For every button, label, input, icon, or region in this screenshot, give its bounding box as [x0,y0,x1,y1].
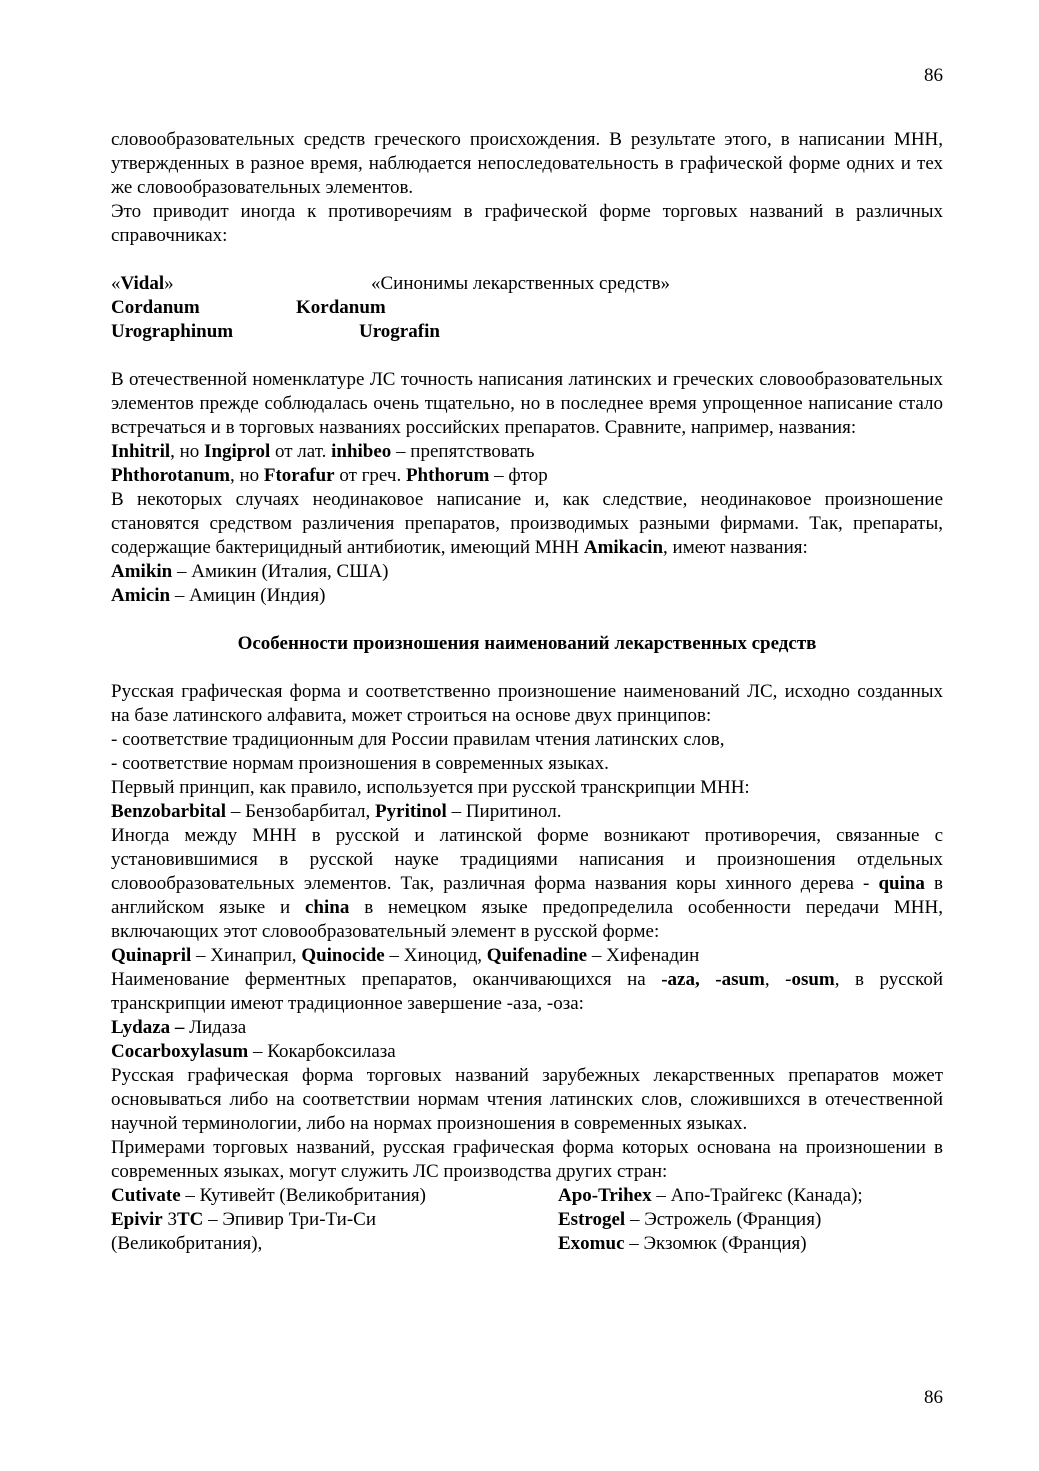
example-line: Quinapril – Хинаприл, Quinocide – Хиноцид, Quifenadine – Хифенадин [111,945,700,966]
example-line: Inhitril, но Ingiprol от лат. inhibeo – препятствовать [111,441,535,462]
compare-cell: Urografin [359,321,440,342]
paragraph: В некоторых случаях неодинаковое написание и, как следствие, неодинаковое произношение становятся средством различения препаратов, производимых разными фирмами. Так, препараты, содержащие бактерицидный антибиотик, имеющий МНН Amikacin, имеют названия: [111,489,943,558]
example-line: Amicin – Амицин (Индия) [111,585,326,606]
comparison-table [111,272,943,344]
example-line: Benzobarbital – Бензобарбитал, Pyritinol – Пиритинол. [111,801,562,822]
paragraph: Наименование ферментных препаратов, оканчивающихся на -aza, -asum, -osum, в русской транскрипции имеют традиционное завершение -аза, -оза: [111,969,943,1014]
compare-header-vidal: «Vidal» [111,273,174,294]
section-heading: Особенности произношения наименований лекарственных средств [237,633,817,654]
list-item: - соответствие традиционным для России правилам чтения латинских слов, [111,729,725,750]
paragraph: Русская графическая форма и соответственно произношение наименований ЛС, исходно созданных на базе латинского алфавита, может строиться на основе двух принципов: [111,681,943,726]
page-number-bottom: 86 [924,1387,943,1408]
compare-cell: Cordanum [111,297,200,318]
document-body [111,128,943,1256]
compare-cell: Urographinum [111,321,234,342]
paragraph: Первый принцип, как правило, используется при русской транскрипции МНН: [111,777,750,798]
compare-cell: Kordanum [296,297,386,318]
paragraph: Примерами торговых названий, русская графическая форма которых основана на произношении в современных языках, могут служить ЛС производства других стран: [111,1137,944,1182]
paragraph: словообразовательных средств греческого происхождения. В результате этого, в написании МНН, утвержденных в разное время, наблюдается непоследовательность в графической форме одних и тех же словообразовательных элементов. [111,129,944,198]
paragraph: В отечественной номенклатуре ЛС точность написания латинских и греческих словообразовательных элементов прежде соблюдалась очень тщательно, но в последнее время упрощенное написание стало встречаться и в торговых названиях российских препаратов. Сравните, например, названия: [111,369,944,438]
list-item: - соответствие нормам произношения в современных языках. [111,753,609,774]
example-line: Phthorotanum, но Ftorafur от греч. Phthorum – фтор [111,465,548,486]
example-line: Cocarboxylasum – Кокарбоксилаза [111,1041,396,1062]
example-line: Amikin – Амикин (Италия, США) [111,561,389,582]
examples-right-column: Apo-Trihex – Апо-Трайгекс (Канада); Estrogel – Эстрожель (Франция) Exomuc – Экзомюк (Франция) [558,1185,863,1254]
examples-left-column: Cutivate – Кутивейт (Великобритания) Epivir 3TC – Эпивир Три-Ти-Си (Великобритания), [111,1185,426,1254]
paragraph: Это приводит иногда к противоречиям в графической форме торговых названий в различных справочниках: [111,201,944,246]
page-number-top: 86 [924,65,943,86]
paragraph: Русская графическая форма торговых названий зарубежных лекарственных препаратов может основываться либо на соответствии нормам чтения латинских слов, сложившихся в отечественной научной терминологии, либо на нормах произношения в современных языках. [111,1065,944,1134]
example-line: Lydaza – Лидаза [111,1017,247,1038]
paragraph: Иногда между МНН в русской и латинской форме возникают противоречия, связанные с установившимися в русской науке традициями написания и произношения отдельных словообразовательных элементов. Так, различная форма названия коры хинного дерева - quina в английском языке и china в немецком языке предопределила особенности передачи МНН, включающих этот словообразовательный элемент в русской форме: [111,825,943,942]
compare-header-synonyms: «Синонимы лекарственных средств» [371,273,671,294]
examples-two-column [111,1184,943,1256]
